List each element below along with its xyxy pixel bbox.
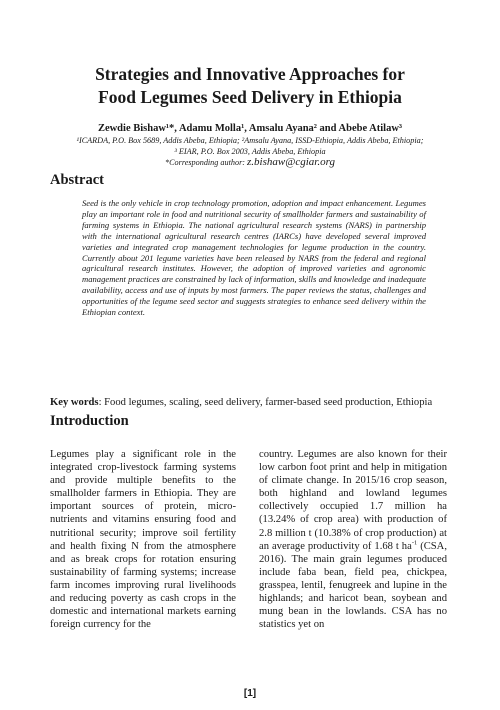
affiliation-line-2: ³ EIAR, P.O. Box 2003, Addis Abeba, Ethiopia [174,146,326,156]
keywords: Key words: Food legumes, scaling, seed delivery, farmer-based seed production, Ethiopia [50,397,433,408]
introduction-left-column: Legumes play a significant role in the integrated crop-livestock farming systems and provide multiple benefits to the smallholder farmers in Ethiopia. They are important sources of protein, micro-nutrients and vitamins ensuring food and nutritional security; improve soil fertility and health fixing N from the atmosphere and as break crops for rotation ensuring sustainability of farming systems; increase farm incomes improving rural livelihoods and reducing poverty as cash crops in the domestic and international markets earning foreign currency for the [50,449,236,631]
introduction-heading: Introduction [50,413,129,429]
affiliations [0,136,500,157]
corresponding-label: *Corresponding author: [165,158,245,167]
author-list: Zewdie Bishaw¹*, Adamu Molla¹, Amsalu Ayana² and Abebe Atilaw³ [97,123,403,134]
title-line-2: Food Legumes Seed Delivery in Ethiopia [98,87,402,107]
title-line-1: Strategies and Innovative Approaches for [95,64,405,84]
corresponding-email[interactable]: z.bishaw@cgiar.org [247,156,335,168]
corresponding-author [0,157,500,168]
introduction-right-column [259,448,447,631]
abstract-body: Seed is the only vehicle in crop technology promotion, adoption and impact enhancement. Legumes play an important role in food and nutritional security of smallholder farmers and sustainability of farming systems in Ethiopia. The national agricultural research systems (NARS) in partnership with the international agricultural research centres (IARCs) have developed several improved varieties and integrated crop management technologies for legume production in the country. Currently about 201 legume varieties have been released by NARS from the federal and regional agricultural research institutes. However, the adoption of improved varieties and agronomic management practices are constrained by lack of information, skills and knowledge and inadequate availability, access and use of inputs by most farmers. The paper reviews the status, challenges and opportunities of the legume seed sector and suggests strategies to enhance seed delivery within the Ethiopian context. [82,198,426,318]
keywords-label: Key words [50,397,99,408]
abstract-heading: Abstract [50,172,104,188]
affiliation-line-1: ¹ICARDA, P.O. Box 5689, Addis Abeba, Ethiopia; ²Amsalu Ayana, ISSD-Ethiopia, Addis Abeba, Ethiopia; [76,136,424,145]
right-column-part-1: country. Legumes are also known for their low carbon foot print and help in mitigation of climate change. In 2015/16 crop season, both highland and lowland legumes collectively occupied 1.7 million ha (13.24% of crop area) with production of 2.8 million t (10.38% of crop production) at an average productivity of 1.68 t ha [259,449,447,552]
unit-superscript: -1 [411,539,418,547]
keywords-text: Food legumes, scaling, seed delivery, farmer-based seed production, Ethiopia [104,397,433,408]
page-number: [1] [243,688,257,699]
paper-title [0,63,500,109]
right-column-part-2: (CSA, 2016). The main grain legumes produced include faba bean, field pea, chickpea, grasspea, lentil, fenugreek and lupine in the highlands; and haricot bean, soybean and mung bean in the lowlands. CSA has no statistics yet on [259,540,447,631]
